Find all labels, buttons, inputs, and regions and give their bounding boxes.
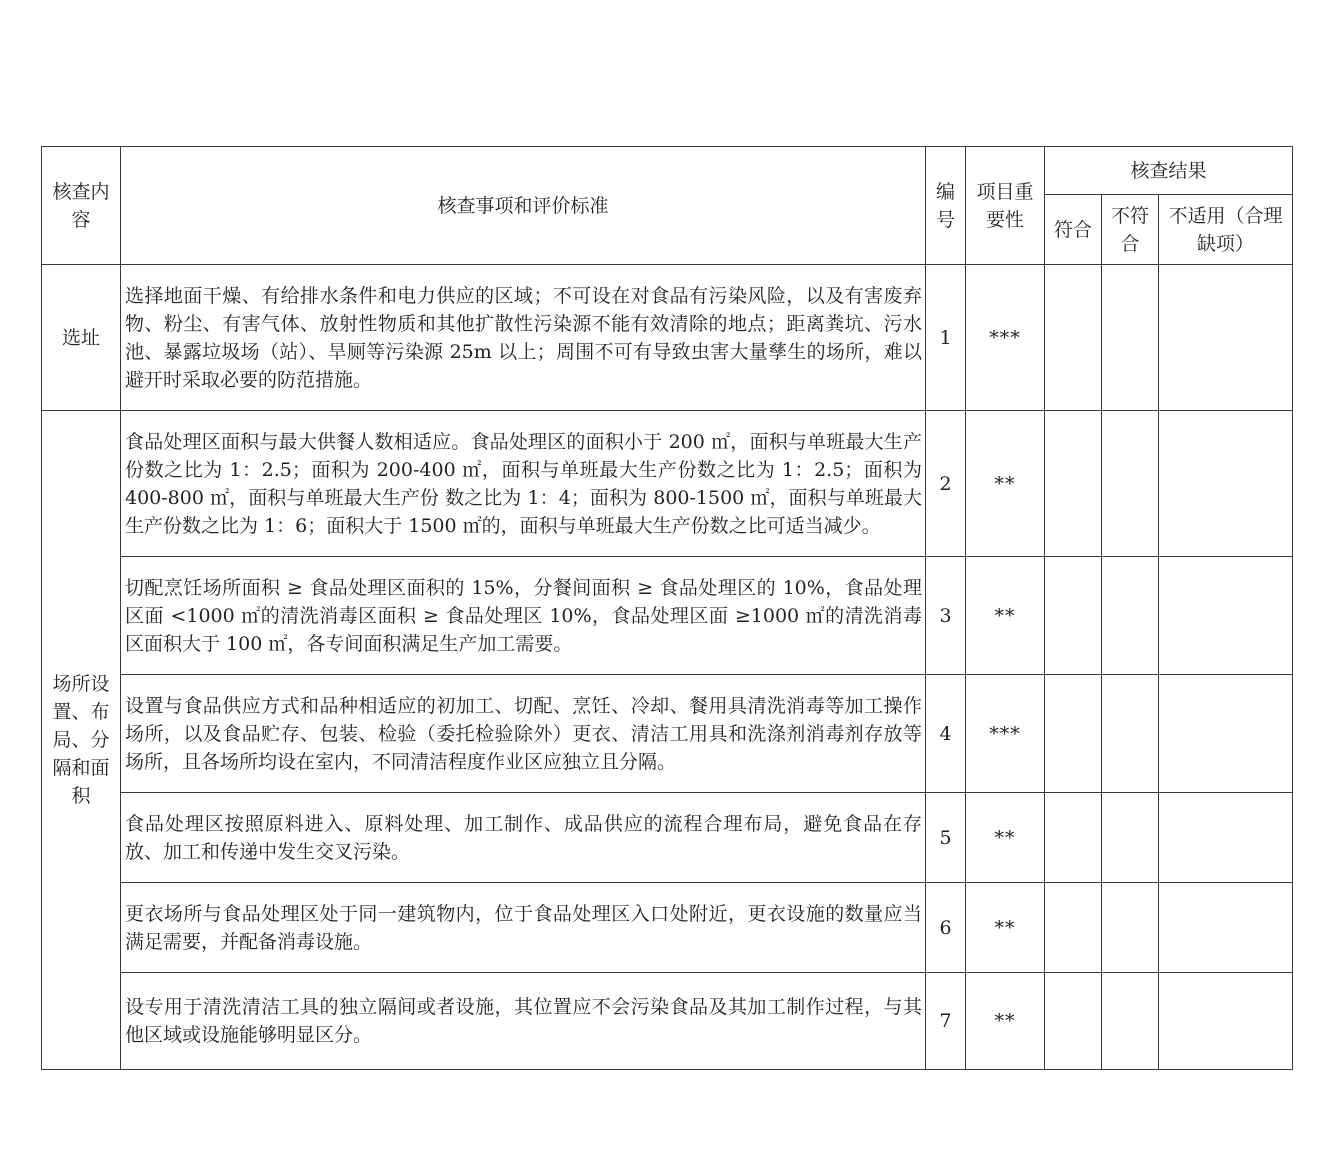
table-row bbox=[42, 973, 1293, 1070]
number-cell: 7 bbox=[926, 973, 966, 1070]
header-importance: 项目重要性 bbox=[966, 147, 1045, 265]
table-row bbox=[42, 411, 1293, 557]
header-nonconform: 不符合 bbox=[1102, 195, 1159, 265]
importance-cell: *** bbox=[966, 675, 1045, 793]
table-row bbox=[42, 883, 1293, 973]
conform-cell[interactable] bbox=[1045, 973, 1102, 1070]
number-cell: 3 bbox=[926, 557, 966, 675]
importance-cell: ** bbox=[966, 883, 1045, 973]
na-cell[interactable] bbox=[1159, 883, 1293, 973]
na-cell[interactable] bbox=[1159, 557, 1293, 675]
importance-cell: ** bbox=[966, 973, 1045, 1070]
nonconform-cell[interactable] bbox=[1102, 793, 1159, 883]
criteria-cell: 设置与食品供应方式和品种相适应的初加工、切配、烹饪、冷却、餐用具清洗消毒等加工操作场所，以及食品贮存、包装、检验（委托检验除外）更衣、清洁工用具和洗涤剂消毒剂存放等场所，且各场所均设在室内，不同清洁程度作业区应独立且分隔。 bbox=[121, 675, 926, 793]
na-cell[interactable] bbox=[1159, 973, 1293, 1070]
table-row bbox=[42, 557, 1293, 675]
category-cell: 场所设置、布局、分隔和面积 bbox=[42, 411, 121, 1070]
number-cell: 6 bbox=[926, 883, 966, 973]
header-criteria: 核查事项和评价标准 bbox=[121, 147, 926, 265]
na-cell[interactable] bbox=[1159, 675, 1293, 793]
nonconform-cell[interactable] bbox=[1102, 265, 1159, 411]
nonconform-cell[interactable] bbox=[1102, 675, 1159, 793]
category-cell: 选址 bbox=[42, 265, 121, 411]
number-cell: 1 bbox=[926, 265, 966, 411]
table-row bbox=[42, 265, 1293, 411]
criteria-cell: 切配烹饪场所面积 ≥ 食品处理区面积的 15%，分餐间面积 ≥ 食品处理区的 10%，食品处理区面 <1000 ㎡的清洗消毒区面积 ≥ 食品处理区 10%，食品处理区面 ≥1000 ㎡的清洗消毒区面积大于 100 ㎡，各专间面积满足生产加工需要。 bbox=[121, 557, 926, 675]
number-cell: 2 bbox=[926, 411, 966, 557]
criteria-cell: 食品处理区面积与最大供餐人数相适应。食品处理区的面积小于 200 ㎡，面积与单班最大生产份数之比为 1：2.5；面积为 200-400 ㎡，面积与单班最大生产份数之比为 1：2.5；面积为 400-800 ㎡，面积与单班最大生产份 数之比为 1：4；面积为 800-1500 ㎡，面积与单班最大生产份数之比为 1：6；面积大于 1500 ㎡的，面积与单班最大生产份数之比可适当减少。 bbox=[121, 411, 926, 557]
header-content: 核查内容 bbox=[42, 147, 121, 265]
criteria-cell: 食品处理区按照原料进入、原料处理、加工制作、成品供应的流程合理布局，避免食品在存放、加工和传递中发生交叉污染。 bbox=[121, 793, 926, 883]
conform-cell[interactable] bbox=[1045, 793, 1102, 883]
conform-cell[interactable] bbox=[1045, 411, 1102, 557]
header-conform: 符合 bbox=[1045, 195, 1102, 265]
importance-cell: ** bbox=[966, 557, 1045, 675]
criteria-cell: 选择地面干燥、有给排水条件和电力供应的区域；不可设在对食品有污染风险，以及有害废弃物、粉尘、有害气体、放射性物质和其他扩散性污染源不能有效清除的地点；距离粪坑、污水池、暴露垃圾场（站）、旱厕等污染源 25m 以上；周围不可有导致虫害大量孳生的场所，难以避开时采取必要的防范措施。 bbox=[121, 265, 926, 411]
table-row bbox=[42, 793, 1293, 883]
header-na: 不适用（合理缺项） bbox=[1159, 195, 1293, 265]
na-cell[interactable] bbox=[1159, 411, 1293, 557]
table-row bbox=[42, 675, 1293, 793]
nonconform-cell[interactable] bbox=[1102, 973, 1159, 1070]
conform-cell[interactable] bbox=[1045, 557, 1102, 675]
importance-cell: *** bbox=[966, 265, 1045, 411]
nonconform-cell[interactable] bbox=[1102, 883, 1159, 973]
importance-cell: ** bbox=[966, 411, 1045, 557]
number-cell: 5 bbox=[926, 793, 966, 883]
nonconform-cell[interactable] bbox=[1102, 557, 1159, 675]
header-result: 核查结果 bbox=[1045, 147, 1293, 195]
na-cell[interactable] bbox=[1159, 265, 1293, 411]
nonconform-cell[interactable] bbox=[1102, 411, 1159, 557]
number-cell: 4 bbox=[926, 675, 966, 793]
header-number: 编号 bbox=[926, 147, 966, 265]
criteria-cell: 设专用于清洗清洁工具的独立隔间或者设施，其位置应不会污染食品及其加工制作过程，与其他区域或设施能够明显区分。 bbox=[121, 973, 926, 1070]
criteria-cell: 更衣场所与食品处理区处于同一建筑物内，位于食品处理区入口处附近，更衣设施的数量应当满足需要，并配备消毒设施。 bbox=[121, 883, 926, 973]
na-cell[interactable] bbox=[1159, 793, 1293, 883]
conform-cell[interactable] bbox=[1045, 883, 1102, 973]
conform-cell[interactable] bbox=[1045, 265, 1102, 411]
conform-cell[interactable] bbox=[1045, 675, 1102, 793]
importance-cell: ** bbox=[966, 793, 1045, 883]
inspection-table bbox=[41, 146, 1293, 1070]
